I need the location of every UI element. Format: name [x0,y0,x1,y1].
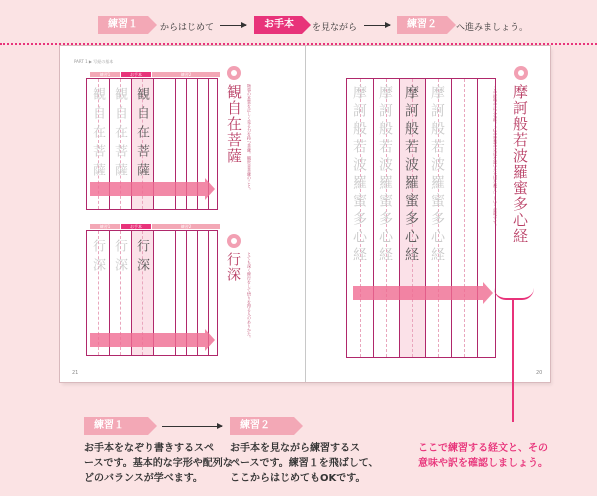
step1-tag-top [98,16,148,34]
left-bottom-desc: とても深く修行をして悟りを得る人のありかた。 [247,252,252,340]
grid-tab-step1: 練習1 [90,224,120,229]
step1-tag-bottom-label: 練習１ [94,420,124,431]
practice-direction-arrow [90,333,205,347]
step2-suffix: へ進みましょう。 [456,23,529,33]
grid-line [425,79,426,357]
trace-text: 行深 [112,239,127,277]
step2-tag-label: 練習２ [407,19,437,30]
highlight-bracket [494,288,534,300]
step1-tag-label: 練習１ [108,19,138,30]
pointer-line [512,298,514,422]
grid-line [477,79,478,357]
left-top-word: 観自在菩薩 [225,84,243,164]
step2-description [230,441,380,486]
grid-tab-model: お手本 [121,224,151,229]
trace-text: 摩訶般若波羅蜜多心経 [429,85,445,265]
desc-line: お手本を見ながら練習するス [230,443,360,454]
right-grid [346,78,496,358]
trace-text: 摩訶般若波羅蜜多心経 [377,85,393,265]
desc-line: ここからはじめてもOKです。 [230,473,366,484]
model-tag-label: お手本 [264,19,294,30]
model-text: 行深 [134,239,149,277]
grid-tab-step1: 練習1 [90,72,120,77]
model-text: 観自在菩薩 [134,87,149,182]
model-suffix: を見ながら [312,23,358,33]
practice-direction-arrow [353,286,483,300]
note-line: 意味や訳を確認しましょう。 [418,458,548,469]
desc-line: どのバランスが学べます。 [84,473,203,484]
left-top-grid [86,78,218,210]
step1-suffix: からはじめて [160,23,215,33]
note-description [418,441,588,471]
left-bottom-grid [86,230,218,356]
grid-tab-step2: 練習2 [152,72,220,77]
book-spread [60,46,550,382]
book-gutter [305,46,306,382]
right-page-number: 20 [536,370,543,376]
flower-icon [227,234,241,248]
desc-line: お手本をなぞり書きするスペ [84,443,214,454]
left-page-header: PART 1 ▶ 写経の基本 [74,59,114,64]
left-top-desc: 物事の本質を正しく見る力を持つ菩薩。観世音菩薩のこと。 [247,84,252,192]
note-line: ここで練習する経文と、その [418,443,548,454]
trace-text: 観自在菩薩 [90,87,105,182]
trace-text: 観自在菩薩 [112,87,127,182]
trace-text: 摩訶般若波羅蜜多心経 [351,85,367,265]
step1-tag-bottom [84,417,148,435]
flower-icon [227,66,241,80]
model-text: 摩訶般若波羅蜜多心経 [403,85,419,265]
grid-line [451,79,452,357]
flow-arrow-1 [220,25,246,26]
grid-tab-model: お手本 [121,72,151,77]
left-bottom-word: 行深 [225,252,241,282]
desc-line: ースです。基本的な字形や配列な [84,458,233,469]
flower-icon [514,66,528,80]
practice-direction-arrow [90,182,205,196]
step2-tag-bottom [230,417,294,435]
model-tag-top [254,16,302,34]
desc-line: ペースです。練習１を飛ばして、 [230,458,379,469]
flow-arrow-bottom [162,426,222,427]
grid-tab-step2: 練習2 [152,224,220,229]
grid-line [399,79,400,357]
right-desc: この経典の正式名称。「仏の智慧の完成を説いた大切な教え」という意味です。 [493,86,498,228]
grid-line [464,79,465,357]
step1-description [84,441,234,486]
left-page-number: 21 [72,370,79,376]
flow-arrow-2 [364,25,390,26]
grid-line [373,79,374,357]
right-word: 摩訶般若波羅蜜多心経 [511,84,529,244]
step2-tag-bottom-label: 練習２ [240,420,270,431]
step2-tag-top [397,16,447,34]
trace-text: 行深 [90,239,105,277]
